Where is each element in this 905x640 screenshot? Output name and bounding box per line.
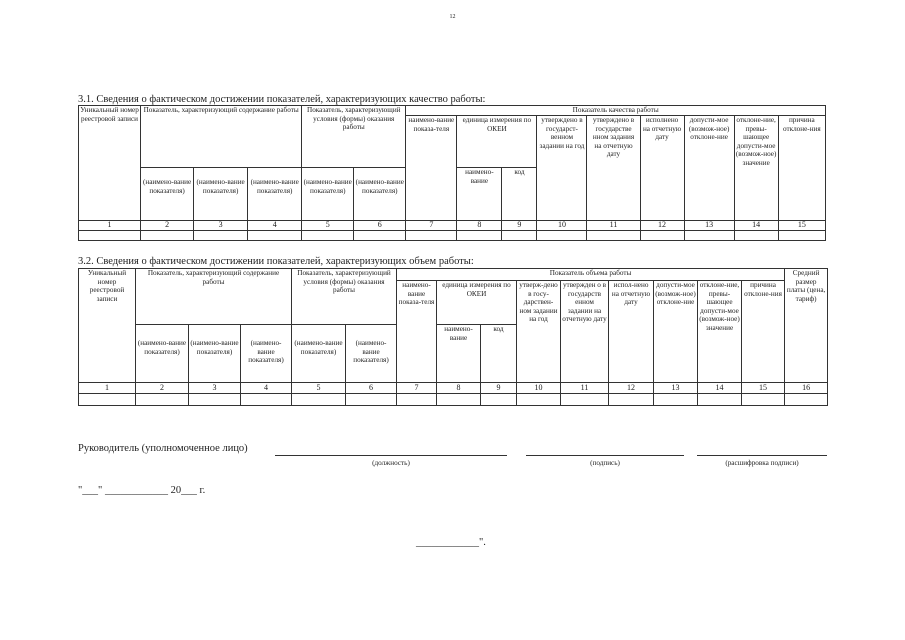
- header-registry-number: Уникальный номер реестровой записи: [79, 106, 141, 221]
- header-subindicator-name: (наимено-вание показателя): [292, 325, 346, 383]
- header-approved-year: утверждено в государст-венном задании на год: [537, 116, 587, 221]
- header-unit-name: наимено-вание: [457, 168, 502, 221]
- column-number: 3: [194, 221, 248, 231]
- column-number: 5: [302, 221, 354, 231]
- header-indicator-name: наимено-вание показа-теля: [406, 116, 457, 221]
- header-approved-date: утвержден о в государств енном задании на отчетную дату: [561, 281, 609, 383]
- section-31-title: 3.1. Сведения о фактическом достижении показателей, характеризующих качество работы:: [78, 94, 486, 105]
- position-line: [275, 455, 507, 456]
- quality-indicators-table: [78, 105, 826, 241]
- column-number: 11: [561, 383, 609, 394]
- header-content: Показатель, характеризующий содержание работы: [141, 106, 302, 168]
- header-volume-indicator: Показатель объема работы: [397, 269, 785, 281]
- header-conditions: Показатель, характеризующий условия (формы) оказания работы: [292, 269, 397, 325]
- column-number: 1: [79, 383, 136, 394]
- column-number: 7: [397, 383, 437, 394]
- header-subindicator-name: (наимено-вание показателя): [241, 325, 292, 383]
- header-quality-indicator: Показатель качества работы: [406, 106, 826, 116]
- column-number: 3: [189, 383, 241, 394]
- column-number: 15: [742, 383, 785, 394]
- decoding-line: [697, 455, 827, 456]
- header-average-price: Средний размер платы (цена, тариф): [785, 269, 828, 383]
- signature-label: Руководитель (уполномоченное лицо): [78, 443, 248, 454]
- header-exceeding-deviation: отклоне-ние, превы-шающее допусти-мое (возмож-ное) значение: [734, 116, 778, 221]
- column-number: 2: [141, 221, 194, 231]
- header-unit: единица измерения по ОКЕИ: [457, 116, 537, 168]
- header-reason: причина отклоне-ния: [778, 116, 825, 221]
- header-allowed-deviation: допусти-мое (возмож-ное) отклоне-ние: [654, 281, 698, 383]
- header-subindicator-name: (наимено-вание показателя): [248, 168, 302, 221]
- column-number: 8: [437, 383, 481, 394]
- header-subindicator-name: (наимено-вание показателя): [194, 168, 248, 221]
- header-indicator-name: наимено-вание показа-теля: [397, 281, 437, 383]
- header-unit-code: код: [502, 168, 537, 221]
- column-number: 10: [517, 383, 561, 394]
- column-number: 12: [609, 383, 654, 394]
- header-executed: испол-нено на отчетную дату: [609, 281, 654, 383]
- table-row-empty: [79, 394, 828, 406]
- column-number: 7: [406, 221, 457, 231]
- header-subindicator-name: (наимено-вание показателя): [189, 325, 241, 383]
- column-number: 15: [778, 221, 825, 231]
- header-exceeding-deviation: отклоне-ние, превы-шающее допусти-мое (возмож-ное) значение: [698, 281, 742, 383]
- column-number: 8: [457, 221, 502, 231]
- column-number: 4: [241, 383, 292, 394]
- header-reason: причина отклоне-ния: [742, 281, 785, 383]
- end-mark: ____________".: [416, 537, 486, 548]
- section-32-title: 3.2. Сведения о фактическом достижении показателей, характеризующих объем работы:: [78, 256, 474, 267]
- header-unit: единица измерения по ОКЕИ: [437, 281, 517, 325]
- volume-indicators-table: [78, 268, 828, 406]
- column-number: 6: [346, 383, 397, 394]
- header-subindicator-name: (наимено-вание показателя): [302, 168, 354, 221]
- header-subindicator-name: (наимено-вание показателя): [346, 325, 397, 383]
- column-number: 9: [481, 383, 517, 394]
- column-number: 11: [587, 221, 640, 231]
- column-number: 13: [684, 221, 734, 231]
- header-unit-code: код: [481, 325, 517, 383]
- column-number: 14: [698, 383, 742, 394]
- signature-line: [526, 455, 684, 456]
- column-number: 14: [734, 221, 778, 231]
- column-number: 2: [136, 383, 189, 394]
- column-number: 4: [248, 221, 302, 231]
- header-unit-name: наимено-вание: [437, 325, 481, 383]
- decoding-caption: (расшифровка подписи): [725, 459, 799, 467]
- column-number: 16: [785, 383, 828, 394]
- column-number: 13: [654, 383, 698, 394]
- header-subindicator-name: (наимено-вание показателя): [141, 168, 194, 221]
- header-executed: исполнено на отчетную дату: [640, 116, 684, 221]
- column-number: 9: [502, 221, 537, 231]
- column-number: 12: [640, 221, 684, 231]
- header-conditions: Показатель, характеризующий условия (формы) оказания работы: [302, 106, 406, 168]
- column-number: 5: [292, 383, 346, 394]
- header-subindicator-name: (наимено-вание показателя): [354, 168, 406, 221]
- page-number: 12: [449, 14, 456, 20]
- table-row-empty: [79, 231, 826, 241]
- signature-caption: (подпись): [590, 459, 620, 467]
- header-registry-number: Уникальный номер реестровой записи: [79, 269, 136, 383]
- column-number: 10: [537, 221, 587, 231]
- header-subindicator-name: (наимено-вание показателя): [136, 325, 189, 383]
- column-number: 6: [354, 221, 406, 231]
- header-approved-year: утверж-дено в госу-дарствен-ном задании на год: [517, 281, 561, 383]
- header-allowed-deviation: допусти-мое (возмож-ное) отклоне-ние: [684, 116, 734, 221]
- date-line: "___" ____________ 20___ г.: [78, 485, 206, 496]
- header-approved-date: утверждено в государстве нном задания на отчетную дату: [587, 116, 640, 221]
- position-caption: (должность): [372, 459, 410, 467]
- column-number: 1: [79, 221, 141, 231]
- header-content: Показатель, характеризующий содержание работы: [136, 269, 292, 325]
